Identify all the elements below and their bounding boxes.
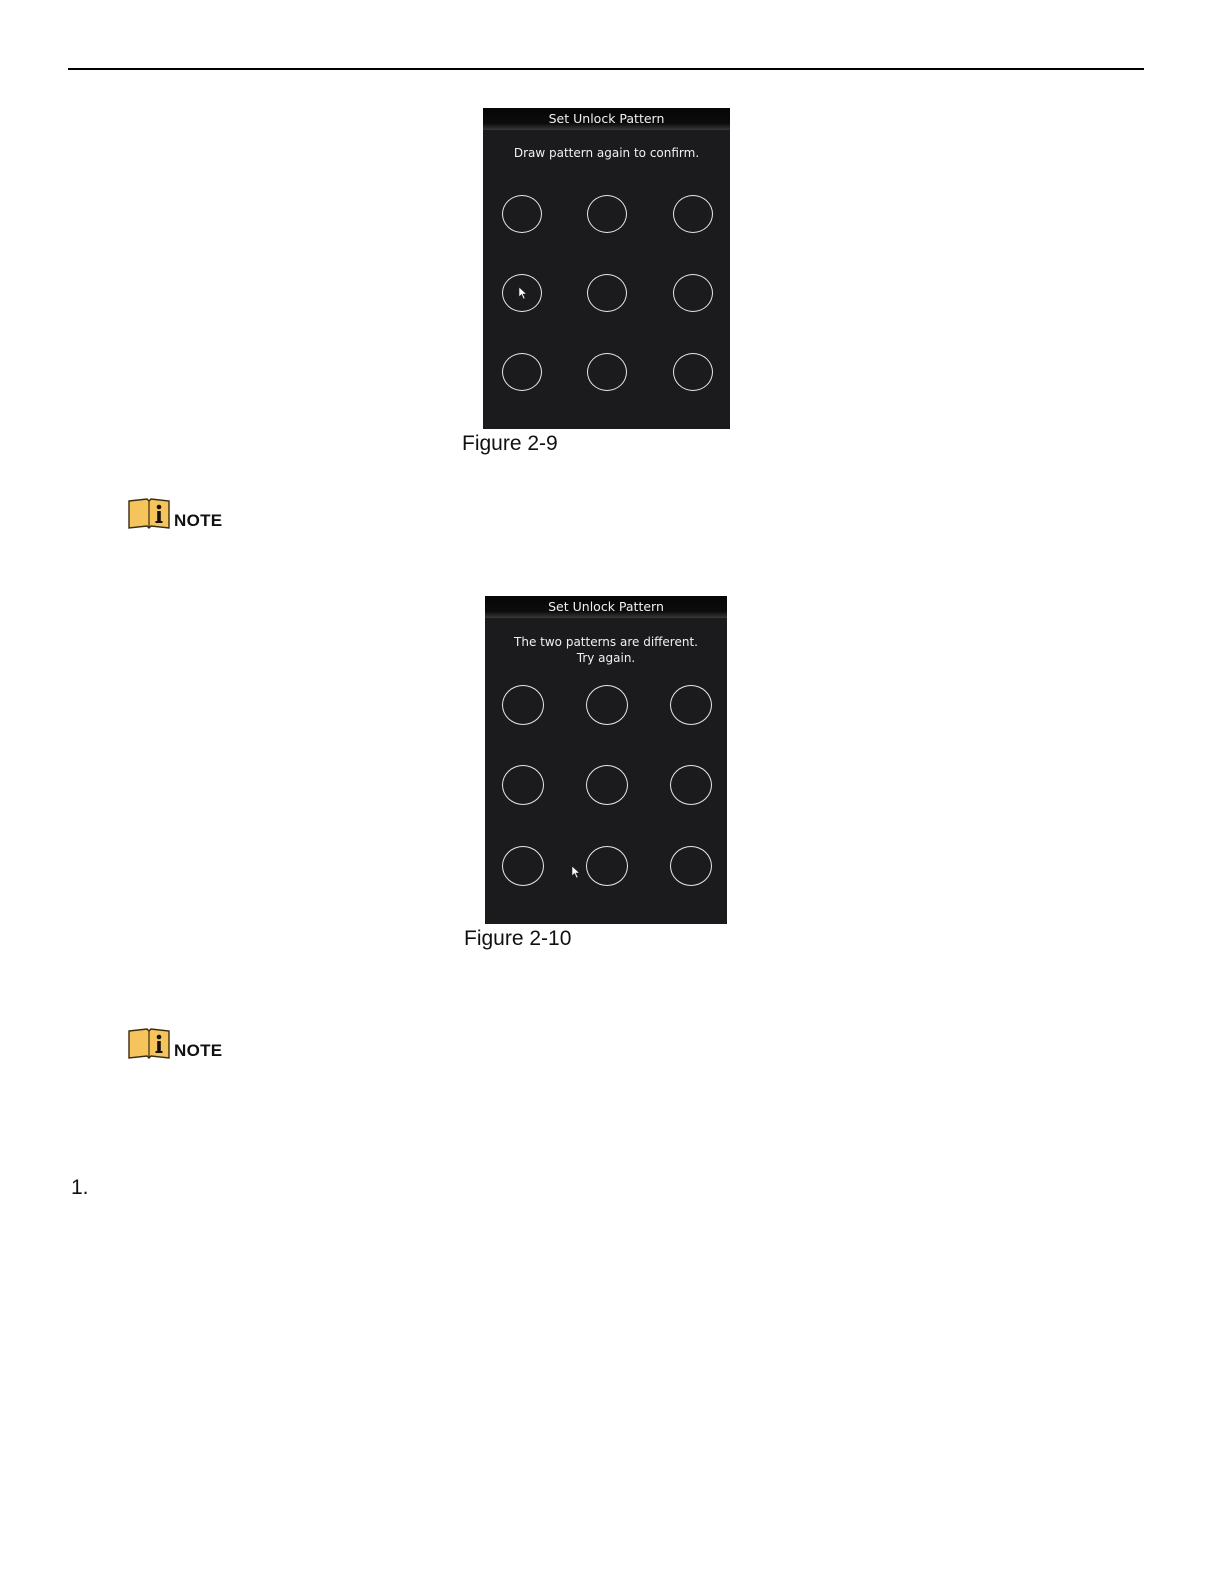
pattern-node-3[interactable] [670,685,712,725]
note-label: NOTE [174,511,223,530]
figure-caption: Figure 2-10 [464,927,572,950]
dialog-message: Draw pattern again to confirm. [513,146,700,160]
pattern-node-8[interactable] [586,846,628,886]
figure-caption: Figure 2-9 [462,432,558,455]
pattern-node-9[interactable] [673,353,713,391]
pattern-node-9[interactable] [670,846,712,886]
pattern-node-5[interactable] [586,765,628,805]
pattern-node-3[interactable] [673,195,713,233]
dialog-title: Set Unlock Pattern [483,108,730,130]
note-callout [127,1027,222,1061]
pattern-node-7[interactable] [502,846,544,886]
dialog-title: Set Unlock Pattern [485,596,727,618]
cursor-icon [518,286,528,300]
info-book-icon [127,497,171,531]
header-rule [68,68,1144,70]
pattern-node-4[interactable] [502,765,544,805]
pattern-node-1[interactable] [502,195,542,233]
pattern-node-8[interactable] [587,353,627,391]
cursor-icon [571,865,581,879]
step-number: 1. [71,1176,89,1199]
pattern-node-5[interactable] [587,274,627,312]
pattern-node-2[interactable] [587,195,627,233]
unlock-pattern-dialog-mismatch [485,596,727,924]
dialog-message: The two patterns are different. Try again. [514,635,698,665]
pattern-node-6[interactable] [673,274,713,312]
pattern-node-2[interactable] [586,685,628,725]
pattern-node-6[interactable] [670,765,712,805]
info-book-icon [127,1027,171,1061]
note-label: NOTE [174,1041,223,1060]
pattern-node-1[interactable] [502,685,544,725]
pattern-node-7[interactable] [502,353,542,391]
note-callout [127,497,222,531]
unlock-pattern-dialog-confirm [483,108,730,429]
